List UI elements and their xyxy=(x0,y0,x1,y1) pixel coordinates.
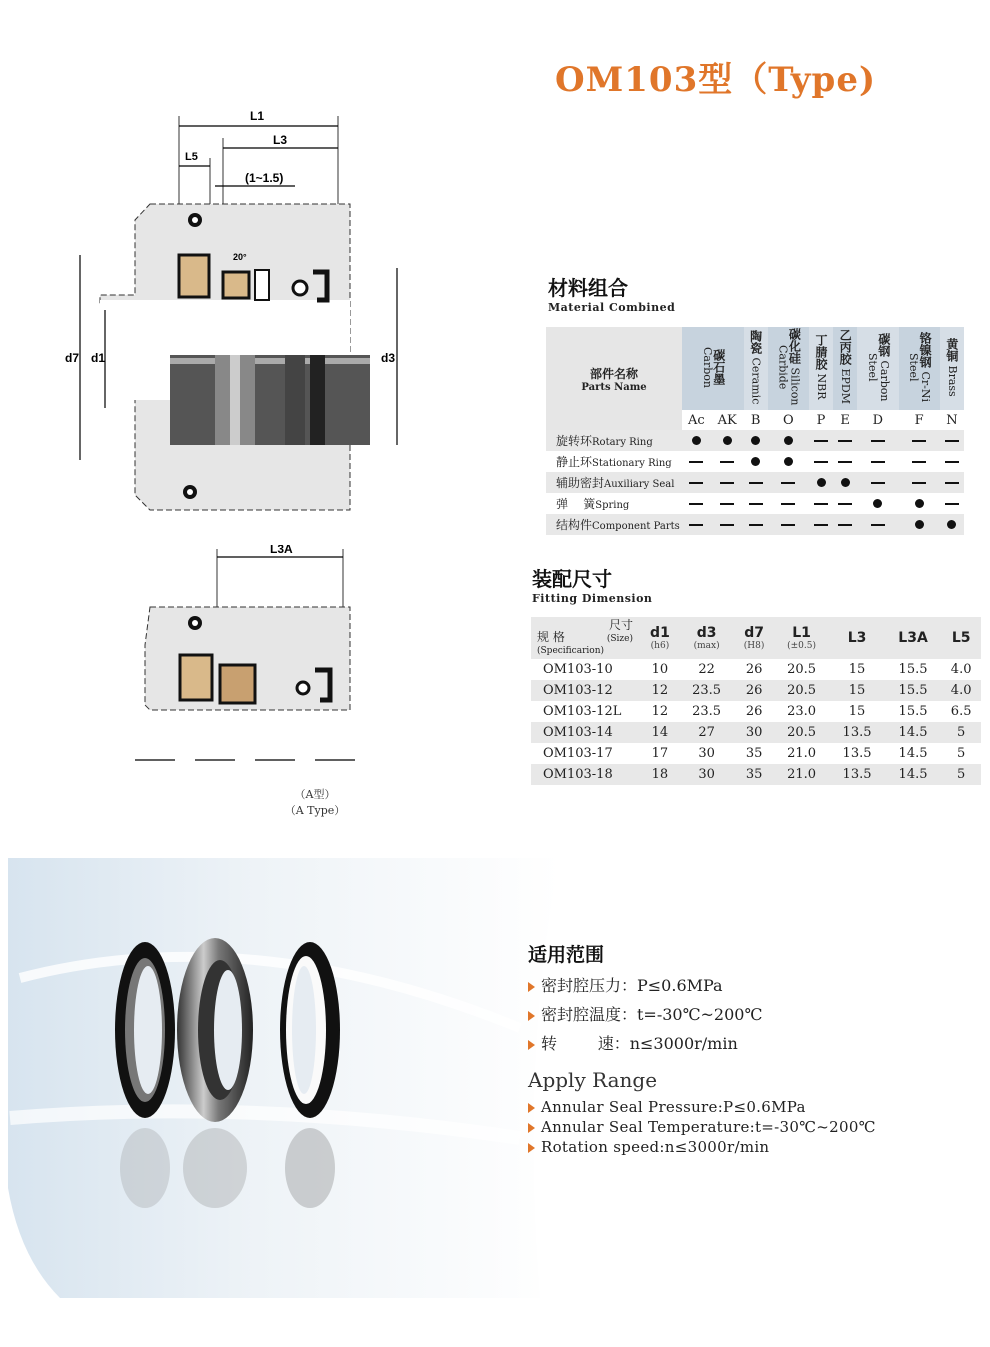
dash-icon xyxy=(945,461,959,463)
material-row xyxy=(546,514,964,535)
dot-icon xyxy=(841,478,850,487)
fitting-row xyxy=(531,743,981,764)
material-cell xyxy=(711,514,744,535)
fitting-value: 17 xyxy=(651,746,669,761)
material-cell xyxy=(711,472,744,493)
material-cell xyxy=(833,514,857,535)
material-cell xyxy=(768,514,809,535)
fitting-header-row xyxy=(531,617,981,659)
col-brass: 黄铜 Brass xyxy=(940,327,964,410)
dash-icon xyxy=(814,461,828,463)
dash-icon xyxy=(689,482,703,484)
fitting-value: 26 xyxy=(745,704,763,719)
dash-icon xyxy=(814,524,828,526)
material-cell xyxy=(899,451,940,472)
fit-col-l1: L1 (±0.5) xyxy=(774,617,829,659)
fitting-value: 20.5 xyxy=(774,680,829,701)
material-row-label: 结构件Component Parts xyxy=(546,514,682,535)
fitting-value: 15 xyxy=(829,680,884,701)
fitting-title-en: Fitting Dimension xyxy=(532,592,653,605)
dot-icon xyxy=(784,457,793,466)
material-rows xyxy=(546,430,964,535)
fitting-value: 22 xyxy=(698,662,715,677)
label-gap: (1~1.5) xyxy=(245,171,284,185)
fitting-value: 10 xyxy=(651,662,669,677)
material-row xyxy=(546,451,964,472)
dash-icon xyxy=(871,524,885,526)
material-cell xyxy=(711,451,744,472)
dash-icon xyxy=(689,503,703,505)
material-row xyxy=(546,472,964,493)
seal-section-drawing xyxy=(55,100,425,530)
apply-en-line: Annular Seal Temperature:t=-30℃~200℃ xyxy=(528,1118,876,1136)
material-cell xyxy=(833,451,857,472)
label-l3a: L3A xyxy=(270,545,293,556)
material-title-en: Material Combined xyxy=(548,301,676,314)
fitting-value: 21.0 xyxy=(774,764,829,785)
apply-cn-line: 密封腔温度：t=-30℃~200℃ xyxy=(528,1002,762,1025)
dash-icon xyxy=(781,524,795,526)
fitting-row xyxy=(531,659,981,680)
code-e: E xyxy=(840,412,850,428)
fit-col-d7: d7 (H8) xyxy=(734,617,773,659)
fitting-value: 6.5 xyxy=(950,704,972,719)
apply-en-title: Apply Range xyxy=(528,1068,658,1092)
fitting-value: 35 xyxy=(745,746,763,761)
material-cell xyxy=(682,472,711,493)
fitting-value: 26 xyxy=(734,680,773,701)
fitting-value: 20.5 xyxy=(787,662,817,677)
dash-icon xyxy=(912,461,926,463)
fitting-value: 13.5 xyxy=(829,722,884,743)
material-cell xyxy=(833,472,857,493)
material-cell xyxy=(899,514,940,535)
dash-icon xyxy=(838,461,852,463)
material-cell xyxy=(857,430,898,451)
code-f: F xyxy=(914,412,924,428)
material-cell xyxy=(940,514,964,535)
dot-icon xyxy=(947,520,956,529)
fit-col-l3: L3 xyxy=(829,617,884,659)
fitting-value: 20.5 xyxy=(774,722,829,743)
fitting-value: 4.0 xyxy=(950,662,972,677)
a-type-cn: （A型） xyxy=(294,788,336,801)
material-cell xyxy=(809,472,833,493)
material-cell xyxy=(682,493,711,514)
material-heading xyxy=(548,272,675,314)
fitting-value: 27 xyxy=(679,722,734,743)
apply-cn-title: 适用范围 xyxy=(528,944,605,966)
dash-icon xyxy=(689,524,703,526)
bullet-icon xyxy=(528,1040,535,1050)
dash-icon xyxy=(749,503,763,505)
fitting-value: 14.5 xyxy=(885,722,942,743)
material-corner: 部件名称 Parts Name xyxy=(546,327,682,430)
material-row xyxy=(546,493,964,514)
fitting-rows xyxy=(531,659,981,785)
fitting-value: 18 xyxy=(641,764,679,785)
material-cell xyxy=(857,493,898,514)
dash-icon xyxy=(945,440,959,442)
material-cell xyxy=(744,514,768,535)
fitting-value: 15.5 xyxy=(885,680,942,701)
material-cell xyxy=(682,514,711,535)
material-cell xyxy=(744,451,768,472)
dot-icon xyxy=(784,436,793,445)
col-carbon: 碳石墨 Carbon xyxy=(682,327,744,410)
material-cell xyxy=(809,451,833,472)
dash-icon xyxy=(720,482,734,484)
material-cell xyxy=(744,430,768,451)
col-carbon-steel: 碳钢 Carbon Steel xyxy=(857,327,898,410)
dot-icon xyxy=(751,436,760,445)
material-cell xyxy=(899,430,940,451)
material-cell xyxy=(857,451,898,472)
material-table xyxy=(546,327,964,535)
bullet-icon xyxy=(528,1143,535,1153)
dash-icon xyxy=(781,482,795,484)
material-row xyxy=(546,430,964,451)
col-cr-ni-steel: 铬镍钢 Cr-Ni Steel xyxy=(899,327,940,410)
col-silicon-carbide: 碳化硅 Silicon Carbide xyxy=(768,327,809,410)
dash-icon xyxy=(871,461,885,463)
fitting-value: 30 xyxy=(734,722,773,743)
material-cell xyxy=(711,493,744,514)
dot-icon xyxy=(692,436,701,445)
a-type-en: （A Type） xyxy=(284,804,346,817)
dot-icon xyxy=(817,478,826,487)
fit-col-l3a: L3A xyxy=(885,617,942,659)
fitting-corner: 尺寸 (Size) 规 格 (Specificarion) xyxy=(531,617,641,659)
col-epdm: 乙丙胶 EPDM xyxy=(833,327,857,410)
dash-icon xyxy=(838,440,852,442)
label-angle: 20° xyxy=(233,252,247,262)
fitting-value: 14.5 xyxy=(898,746,928,761)
material-cell xyxy=(809,514,833,535)
fitting-title-cn: 装配尺寸 xyxy=(532,567,612,591)
fitting-value: 14 xyxy=(641,722,679,743)
material-cell xyxy=(940,430,964,451)
col-nbr: 丁腈胶 NBR xyxy=(809,327,833,410)
material-cell xyxy=(744,493,768,514)
dash-icon xyxy=(814,503,828,505)
dot-icon xyxy=(751,457,760,466)
material-row-label: 旋转环Rotary Ring xyxy=(546,430,682,451)
fitting-value: 21.0 xyxy=(787,746,817,761)
material-cell xyxy=(940,472,964,493)
material-row-label: 弹 簧Spring xyxy=(556,497,630,511)
material-cell xyxy=(768,472,809,493)
fitting-spec: OM103-14 xyxy=(531,722,641,743)
material-cell xyxy=(809,493,833,514)
fitting-value: 5 xyxy=(957,746,966,761)
apply-en-section xyxy=(528,1068,876,1156)
label-d3: d3 xyxy=(381,351,396,365)
fitting-value: 4.0 xyxy=(941,680,981,701)
fitting-value: 35 xyxy=(734,764,773,785)
material-row-label: 静止环Stationary Ring xyxy=(556,455,672,469)
apply-cn-section xyxy=(528,940,762,1054)
dash-icon xyxy=(720,524,734,526)
material-cell xyxy=(857,514,898,535)
material-cell xyxy=(899,493,940,514)
fitting-value: 5 xyxy=(941,722,981,743)
fitting-spec: OM103-10 xyxy=(543,662,613,677)
apply-cn-line: 密封腔压力：P≤0.6MPa xyxy=(528,973,762,996)
dash-icon xyxy=(689,461,703,463)
dot-icon xyxy=(915,499,924,508)
code-b: B xyxy=(750,412,761,428)
fitting-value: 5 xyxy=(941,764,981,785)
material-cell xyxy=(744,472,768,493)
material-cell xyxy=(768,451,809,472)
bullet-icon xyxy=(528,1123,535,1133)
fitting-value: 23.5 xyxy=(679,680,734,701)
dash-icon xyxy=(912,440,926,442)
a-type-drawing xyxy=(125,545,375,770)
fit-col-d3: d3 (max) xyxy=(679,617,734,659)
dash-icon xyxy=(838,524,852,526)
material-title-cn: 材料组合 xyxy=(548,276,628,300)
fitting-value: 15 xyxy=(848,704,866,719)
fitting-value: 30 xyxy=(679,764,734,785)
fitting-value: 15.5 xyxy=(898,662,928,677)
dash-icon xyxy=(871,440,885,442)
material-cell xyxy=(768,493,809,514)
dash-icon xyxy=(945,482,959,484)
fitting-value: 30 xyxy=(698,746,715,761)
fitting-value: 14.5 xyxy=(885,764,942,785)
fitting-value: 12 xyxy=(651,704,669,719)
dash-icon xyxy=(781,503,795,505)
dot-icon xyxy=(873,499,882,508)
fitting-spec: OM103-12 xyxy=(531,680,641,701)
material-cell xyxy=(940,493,964,514)
label-d1: d1 xyxy=(91,351,106,365)
dash-icon xyxy=(720,503,734,505)
code-ak: AK xyxy=(717,412,737,428)
fitting-spec: OM103-17 xyxy=(543,746,613,761)
label-l3: L3 xyxy=(273,133,288,147)
dot-icon xyxy=(915,520,924,529)
fitting-spec: OM103-18 xyxy=(531,764,641,785)
dash-icon xyxy=(912,482,926,484)
fitting-table xyxy=(531,617,981,785)
material-cell xyxy=(682,451,711,472)
dash-icon xyxy=(814,440,828,442)
bullet-icon xyxy=(528,1103,535,1113)
material-cell xyxy=(857,472,898,493)
apply-en-line: Rotation speed:n≤3000r/min xyxy=(528,1138,876,1156)
material-header-row xyxy=(546,327,964,410)
material-cell xyxy=(940,451,964,472)
material-cell xyxy=(711,430,744,451)
material-row-label: 辅助密封Auxiliary Seal xyxy=(546,472,682,493)
material-cell xyxy=(809,430,833,451)
fitting-value: 15 xyxy=(848,662,866,677)
bullet-icon xyxy=(528,982,535,992)
page-title: OM103型（Type) xyxy=(555,60,877,100)
material-cell xyxy=(833,430,857,451)
material-cell xyxy=(833,493,857,514)
fitting-spec: OM103-12L xyxy=(543,704,622,719)
fitting-value: 13.5 xyxy=(842,746,872,761)
fit-col-d1: d1 (h6) xyxy=(641,617,679,659)
dash-icon xyxy=(720,461,734,463)
fitting-value: 13.5 xyxy=(829,764,884,785)
label-l1: L1 xyxy=(250,109,265,123)
code-d: D xyxy=(872,412,884,428)
dash-icon xyxy=(871,482,885,484)
code-o: O xyxy=(783,412,794,428)
col-ceramic: 陶瓷 Ceramic xyxy=(744,327,768,410)
dash-icon xyxy=(749,524,763,526)
fitting-row xyxy=(531,764,981,785)
fitting-row xyxy=(531,722,981,743)
dash-icon xyxy=(749,482,763,484)
dash-icon xyxy=(838,503,852,505)
fitting-value: 23.0 xyxy=(787,704,817,719)
fitting-value: 26 xyxy=(745,662,763,677)
material-cell xyxy=(899,472,940,493)
fitting-row xyxy=(531,680,981,701)
dot-icon xyxy=(723,436,732,445)
label-l5: L5 xyxy=(185,151,198,163)
material-cell xyxy=(682,430,711,451)
label-d7: d7 xyxy=(65,351,80,365)
fitting-row xyxy=(531,701,981,722)
apply-cn-line: 转 速：n≤3000r/min xyxy=(528,1031,762,1054)
fitting-value: 15.5 xyxy=(898,704,928,719)
fitting-value: 12 xyxy=(641,680,679,701)
bullet-icon xyxy=(528,1011,535,1021)
code-n: N xyxy=(946,412,958,428)
a-type-caption xyxy=(275,787,355,819)
fit-col-l5: L5 xyxy=(941,617,981,659)
dash-icon xyxy=(945,503,959,505)
material-cell xyxy=(768,430,809,451)
code-ac: Ac xyxy=(688,412,705,428)
apply-en-line: Annular Seal Pressure:P≤0.6MPa xyxy=(528,1098,876,1116)
code-p: P xyxy=(816,412,826,428)
fitting-heading xyxy=(532,563,652,605)
fitting-value: 23.5 xyxy=(692,704,722,719)
